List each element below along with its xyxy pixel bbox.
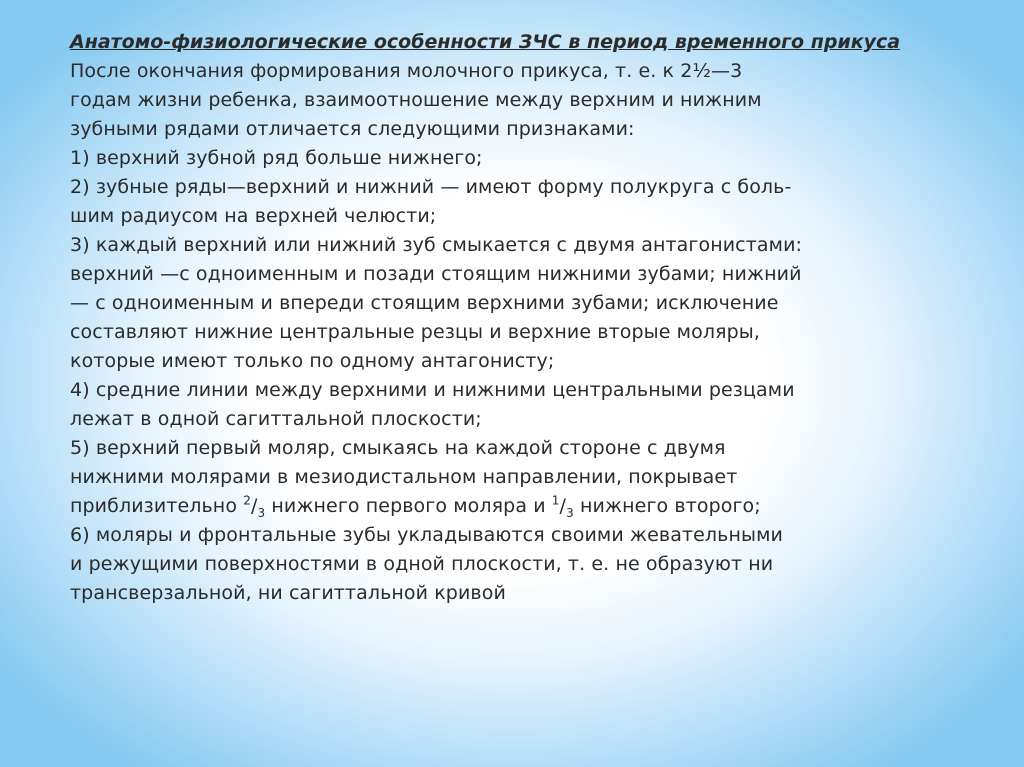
text-line: 2) зубные ряды—верхний и нижний — имеют форму полукруга с боль- bbox=[70, 176, 792, 198]
fraction-denominator: 3 bbox=[566, 505, 574, 520]
text-line: лежат в одной сагиттальной плоскости; bbox=[70, 408, 482, 430]
fraction-numerator: 1 bbox=[551, 493, 560, 508]
text-line: зубными рядами отличается следующими признаками: bbox=[70, 118, 635, 140]
fraction-numerator: 2 bbox=[243, 493, 251, 508]
slide-content bbox=[70, 28, 950, 608]
fraction-line-before: приблизительно bbox=[70, 495, 244, 517]
text-line: трансверзальной, ни сагиттальной кривой bbox=[70, 582, 506, 604]
fraction-line-after: нижнего второго; bbox=[573, 495, 761, 517]
text-line: верхний —с одноименным и позади стоящим нижними зубами; нижний bbox=[70, 263, 802, 285]
text-line: После окончания формирования молочного прикуса, т. е. к 2½—3 bbox=[70, 60, 743, 82]
fraction-line-middle: нижнего первого моляра и bbox=[265, 495, 552, 517]
text-line: годам жизни ребенка, взаимоотношение между верхним и нижним bbox=[70, 89, 762, 111]
text-line: 3) каждый верхний или нижний зуб смыкается с двумя антагонистами: bbox=[70, 234, 803, 256]
text-line: 1) верхний зубной ряд больше нижнего; bbox=[70, 147, 483, 169]
text-line: и режущими поверхностями в одной плоскости, т. е. не образуют ни bbox=[70, 553, 774, 575]
text-line: нижними молярами в мезиодистальном направлении, покрывает bbox=[70, 466, 738, 488]
slide-title: Анатомо-физиологические особенности ЗЧС в период временного прикуса bbox=[70, 31, 901, 53]
text-line: составляют нижние центральные резцы и верхние вторые моляры, bbox=[70, 321, 761, 343]
fraction-denominator: 3 bbox=[257, 505, 266, 520]
text-line: шим радиусом на верхней челюсти; bbox=[70, 205, 437, 227]
text-line: 4) средние линии между верхними и нижними центральными резцами bbox=[70, 379, 795, 401]
fraction-text-line: приблизительно $^2/_3$ нижнего первого моляра и $^1/_3$ нижнего второго; bbox=[70, 493, 761, 520]
text-line: 5) верхний первый моляр, смыкаясь на каждой стороне с двумя bbox=[70, 437, 726, 459]
text-line: — с одноименным и впереди стоящим верхними зубами; исключение bbox=[70, 292, 779, 314]
text-line: 6) моляры и фронтальные зубы укладываются своими жевательными bbox=[70, 524, 783, 546]
text-line: которые имеют только по одному антагонисту; bbox=[70, 350, 555, 372]
